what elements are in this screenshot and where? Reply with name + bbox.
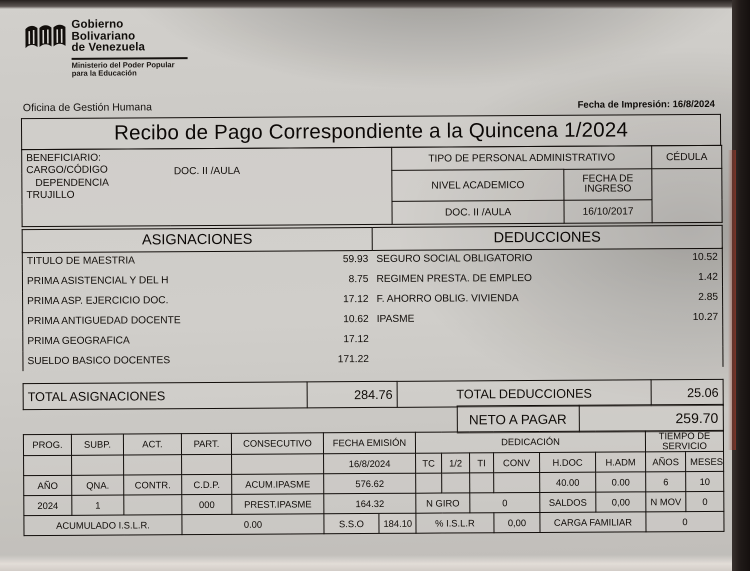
asignacion-concepto: PRIMA ASP. EJERCICIO DOC. xyxy=(23,290,255,311)
ministry-line-2: para la Educación xyxy=(71,68,137,79)
header-subp: SUBP. xyxy=(71,434,123,455)
beneficiary-labels xyxy=(22,149,170,227)
header-tiempo-servicio: TIEMPO DE SERVICIO xyxy=(645,430,723,451)
asignacion-monto: 17.12 xyxy=(343,333,369,345)
cell-fecha-emision: 16/8/2024 xyxy=(324,453,416,474)
gov-line-1: Gobierno xyxy=(71,18,124,31)
cedula-label: CÉDULA xyxy=(652,145,722,168)
photo-background-top xyxy=(0,0,750,9)
asignacion-monto: 17.12 xyxy=(343,293,369,305)
table-row xyxy=(24,511,724,535)
value-qna: 1 xyxy=(72,495,124,515)
header-fecha-emision: FECHA EMISIÓN xyxy=(323,432,415,454)
header-hdoc: H.DOC xyxy=(540,452,596,472)
gov-line-2: Bolivariano xyxy=(71,30,136,43)
nivel-academico-label: NIVEL ACADEMICO xyxy=(392,169,564,201)
nivel-academico-value: DOC. II /AULA xyxy=(392,200,564,224)
label-beneficiario: BENEFICIARIO: xyxy=(26,152,101,165)
label-pct-islr: % I.S.L.R xyxy=(416,513,494,533)
asignacion-concepto: PRIMA ANTIGUEDAD DOCENTE xyxy=(23,310,255,331)
label-saldos: SALDOS xyxy=(540,492,596,512)
government-name xyxy=(71,19,145,54)
header-ti: TI xyxy=(470,453,494,473)
cell-ti xyxy=(470,473,494,493)
value-carga-familiar: 0 xyxy=(646,511,724,531)
fecha-ingreso-value: 16/10/2017 xyxy=(564,200,652,224)
ministry-name xyxy=(72,61,205,79)
header-prog: PROG. xyxy=(23,434,71,455)
payslip-sheet xyxy=(0,6,742,567)
deduccion-monto: 2.85 xyxy=(605,287,723,308)
deduccion-monto xyxy=(605,347,723,368)
asignacion-monto: 171.22 xyxy=(337,353,369,365)
value-contr xyxy=(124,495,182,515)
cell-tc xyxy=(416,473,442,493)
asignacion-monto: 10.62 xyxy=(343,313,369,325)
table-row xyxy=(21,114,720,149)
asignacion-concepto: SUELDO BASICO DOCENTES xyxy=(23,350,255,371)
cell-medio-tiempo xyxy=(442,473,470,493)
deduccion-concepto: IPASME xyxy=(376,313,415,325)
office-label: Oficina de Gestión Humana xyxy=(22,101,152,115)
label-qna: QNA. xyxy=(72,475,124,495)
deduccion-concepto: SEGURO SOCIAL OBLIGATORIO xyxy=(376,252,533,265)
cell-act xyxy=(124,455,182,475)
net-pay-value: 259.70 xyxy=(579,404,723,432)
deduccion-monto: 10.27 xyxy=(605,307,723,328)
net-pay-label: NETO A PAGAR xyxy=(457,405,579,433)
photo-background-bottom xyxy=(0,555,750,571)
cell-anos: 6 xyxy=(646,472,686,492)
header-hadm: H.ADM xyxy=(596,452,646,472)
value-ngiro: 0 xyxy=(470,492,540,512)
line-items-table xyxy=(22,247,724,371)
header-part: PART. xyxy=(181,433,231,454)
budget-detail-table xyxy=(23,430,725,536)
label-acumulado-islr: ACUMULADO I.S.L.R. xyxy=(24,515,182,536)
section-header-asignaciones: ASIGNACIONES xyxy=(22,227,372,252)
page-title: Recibo de Pago Correspondiente a la Quincena 1/2024 xyxy=(21,114,720,149)
gov-line-3: de Venezuela xyxy=(71,41,146,55)
value-nmov: 0 xyxy=(686,491,724,511)
total-asignaciones-value: 284.76 xyxy=(307,381,397,408)
cell-consecutivo xyxy=(232,454,324,475)
total-deducciones-value: 25.06 xyxy=(651,379,723,405)
label-ngiro: N GIRO xyxy=(416,493,470,513)
header-conv: CONV xyxy=(494,452,540,472)
fecha-ingreso-label xyxy=(564,169,652,201)
value-pct-islr: 0,00 xyxy=(494,512,540,532)
header-act: ACT. xyxy=(123,434,181,455)
label-contr: CONTR. xyxy=(124,475,182,495)
cell-part xyxy=(182,454,232,474)
deduccion-monto xyxy=(605,327,723,348)
table-row xyxy=(23,347,723,371)
header-meses: MESES xyxy=(686,451,724,471)
asignacion-monto: 8.75 xyxy=(348,273,369,285)
cell-prog xyxy=(24,455,72,475)
section-header-deducciones: DEDUCCIONES xyxy=(372,225,722,250)
asignacion-concepto: PRIMA ASISTENCIAL Y DEL H xyxy=(22,270,254,291)
dependencia-value: TRUJILLO xyxy=(26,190,75,202)
value-cdp: 000 xyxy=(182,494,232,514)
deduccion-monto: 10.52 xyxy=(604,247,722,268)
fecha-ingreso-label-text: FECHA DE INGRESO xyxy=(582,173,634,195)
tipo-personal-label: TIPO DE PERSONAL ADMINISTRATIVO xyxy=(392,146,652,171)
asignacion-concepto: PRIMA GEOGRAFICA xyxy=(23,330,255,351)
deduccion-concepto: REGIMEN PRESTA. DE EMPLEO xyxy=(376,272,532,285)
cell-hdoc: 40.00 xyxy=(540,472,596,492)
cell-hadm: 0.00 xyxy=(596,472,646,492)
header-medio-tiempo: 1/2 xyxy=(442,453,470,473)
total-deducciones-label: TOTAL DEDUCCIONES xyxy=(397,380,651,408)
value-acumulado-islr: 0.00 xyxy=(182,514,324,535)
label-cargo-codigo: CARGO/CÓDIGO xyxy=(26,165,108,177)
deduccion-concepto: F. AHORRO OBLIG. VIVIENDA xyxy=(376,292,519,305)
deduccion-concepto xyxy=(373,328,605,349)
cedula-value xyxy=(652,168,722,222)
label-prest-ipasme: PREST.IPASME xyxy=(232,494,324,515)
header-tc: TC xyxy=(416,453,442,473)
header-dedicacion: DEDICACIÓN xyxy=(415,431,645,453)
label-cdp: C.D.P. xyxy=(182,474,232,494)
beneficiary-info-table xyxy=(21,145,722,227)
label-acum-ipasme: ACUM.IPASME xyxy=(232,474,324,495)
cell-conv xyxy=(494,472,540,492)
value-saldos: 0,00 xyxy=(596,492,646,512)
label-ano: AÑO xyxy=(24,475,72,495)
deduccion-concepto xyxy=(373,348,605,369)
asignacion-concepto: TITULO DE MAESTRIA xyxy=(22,250,254,271)
label-carga-familiar: CARGA FAMILIAR xyxy=(540,512,646,533)
photo-edge-glow xyxy=(728,150,736,450)
ministry-line-1: Ministerio del Poder Popular xyxy=(71,59,175,70)
label-dependencia: DEPENDENCIA xyxy=(35,177,109,189)
total-asignaciones-label: TOTAL ASIGNACIONES xyxy=(23,382,307,410)
value-acum-ipasme: 576.62 xyxy=(324,473,416,494)
header-consecutivo: CONSECUTIVO xyxy=(231,433,323,455)
deduccion-monto: 1.42 xyxy=(604,267,722,288)
print-date: Fecha de Impresión: 16/8/2024 xyxy=(577,98,715,111)
sso-group xyxy=(324,513,416,534)
value-ano: 2024 xyxy=(24,495,72,515)
label-sso: S.S.O xyxy=(324,514,379,533)
value-prest-ipasme: 164.32 xyxy=(324,493,416,514)
venezuela-flag-logo-icon xyxy=(24,22,66,52)
value-sso: 184.10 xyxy=(379,514,416,533)
cargo-value: DOC. II /AULA xyxy=(170,147,392,225)
government-logo-block xyxy=(24,19,204,79)
logo-divider xyxy=(72,57,188,60)
label-nmov: N MOV xyxy=(646,492,686,512)
header-anos: AÑOS xyxy=(646,452,686,472)
asignacion-monto: 59.93 xyxy=(342,253,369,265)
cell-subp xyxy=(72,455,124,475)
cell-meses: 10 xyxy=(686,471,724,491)
